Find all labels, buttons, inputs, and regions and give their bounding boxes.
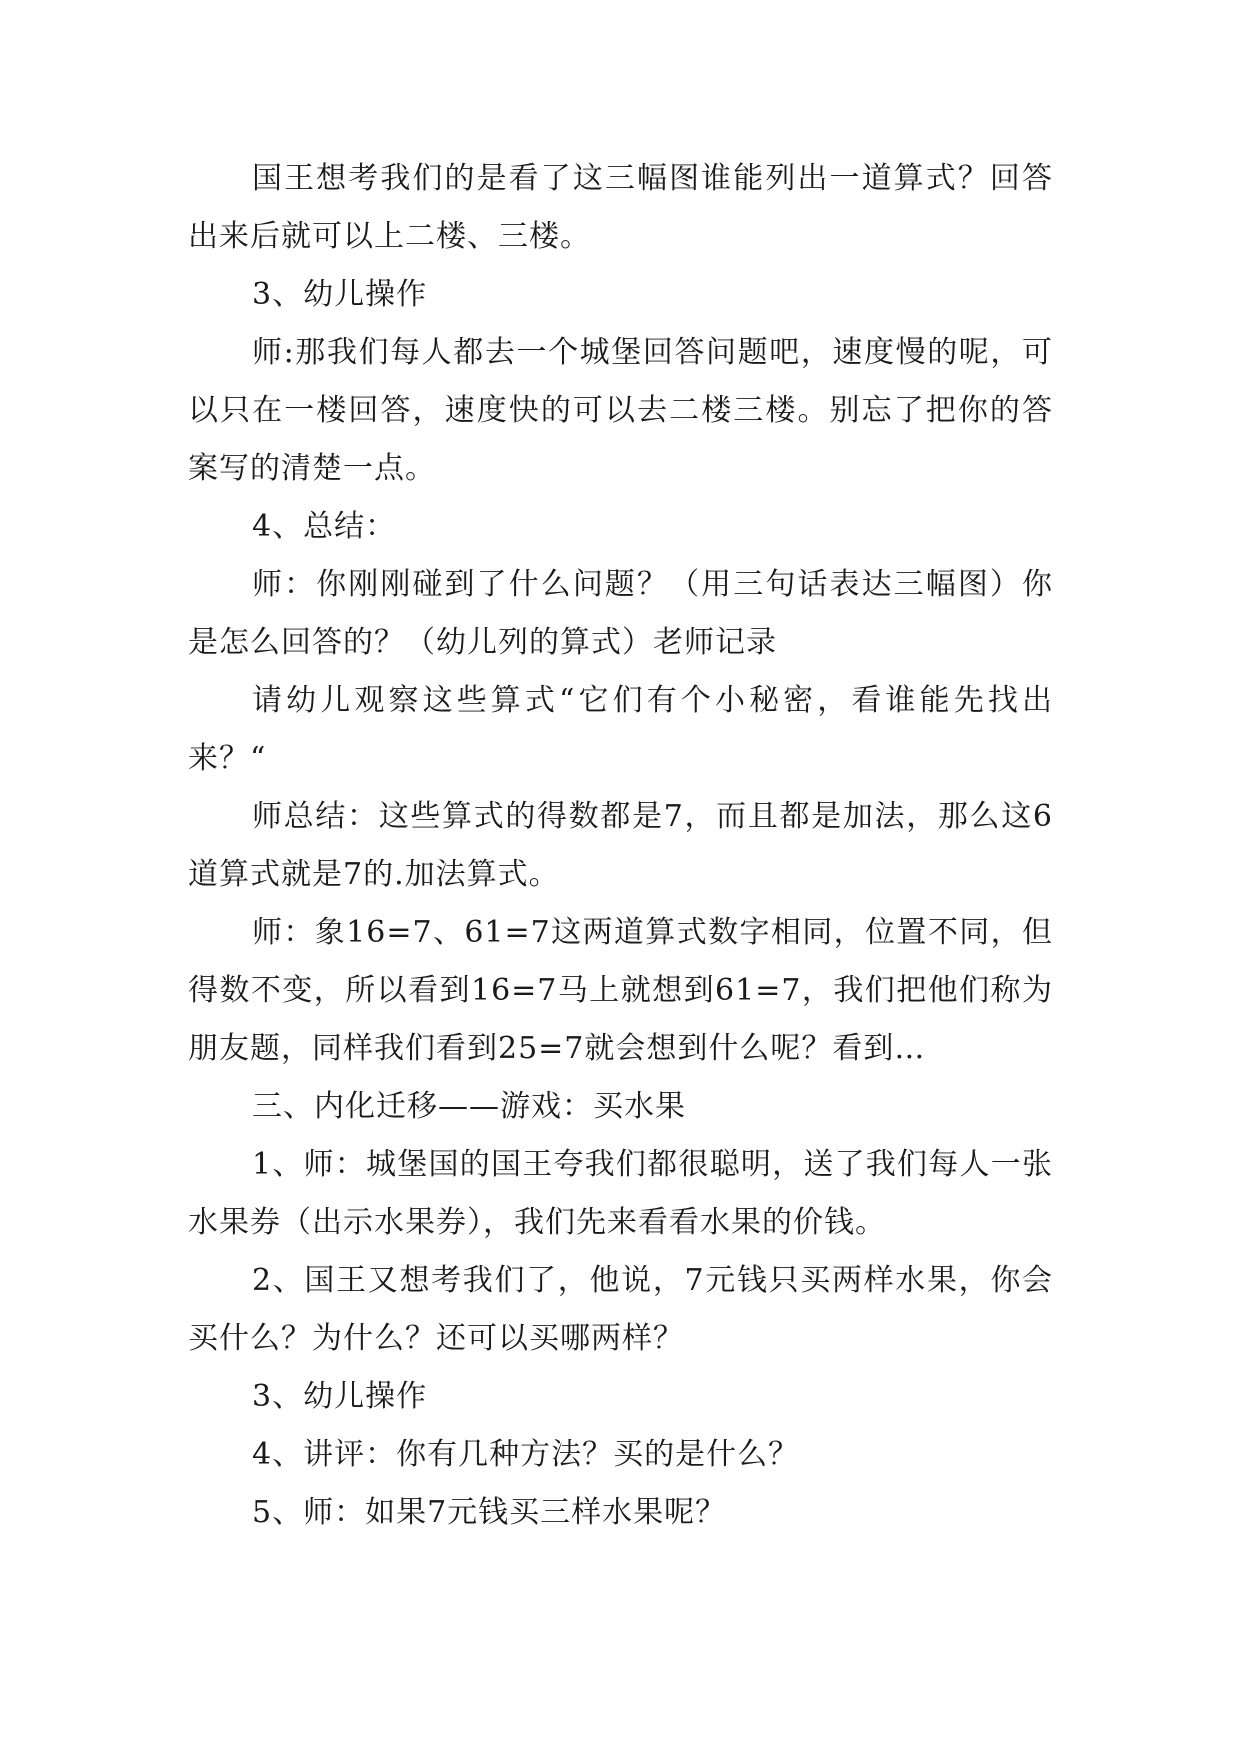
paragraph: 师：你刚刚碰到了什么问题？（用三句话表达三幅图）你是怎么回答的？（幼儿列的算式）老师记录 xyxy=(188,567,1053,660)
section-heading: 4、总结： xyxy=(252,509,397,544)
paragraph: 1、师：城堡国的国王夸我们都很聪明，送了我们每人一张水果券（出示水果券），我们先来看看水果的价钱。 xyxy=(188,1147,1053,1240)
paragraph: 5、师：如果7元钱买三样水果呢？ xyxy=(252,1495,727,1530)
paragraph: 师：象16=7、61=7这两道算式数字相同，位置不同，但得数不变，所以看到16=7马上就想到61=7，我们把他们称为朋友题，同样我们看到25=7就会想到什么呢？看到… xyxy=(188,915,1053,1066)
section-heading: 3、幼儿操作 xyxy=(252,277,428,312)
document-body xyxy=(188,150,1053,1542)
paragraph: 2、国王又想考我们了，他说，7元钱只买两样水果，你会买什么？为什么？还可以买哪两样？ xyxy=(188,1263,1053,1356)
paragraph: 请幼儿观察这些算式“它们有个小秘密，看谁能先找出来？“ xyxy=(188,683,1053,776)
paragraph: 师:那我们每人都去一个城堡回答问题吧，速度慢的呢，可以只在一楼回答，速度快的可以去二楼三楼。别忘了把你的答案写的清楚一点。 xyxy=(188,335,1053,486)
paragraph: 4、讲评：你有几种方法？买的是什么？ xyxy=(252,1437,800,1472)
paragraph: 国王想考我们的是看了这三幅图谁能列出一道算式？回答出来后就可以上二楼、三楼。 xyxy=(188,161,1053,254)
section-heading: 3、幼儿操作 xyxy=(252,1379,428,1414)
paragraph: 师总结：这些算式的得数都是7，而且都是加法，那么这6道算式就是7的.加法算式。 xyxy=(188,799,1053,892)
section-heading: 三、内化迁移——游戏：买水果 xyxy=(252,1089,686,1124)
